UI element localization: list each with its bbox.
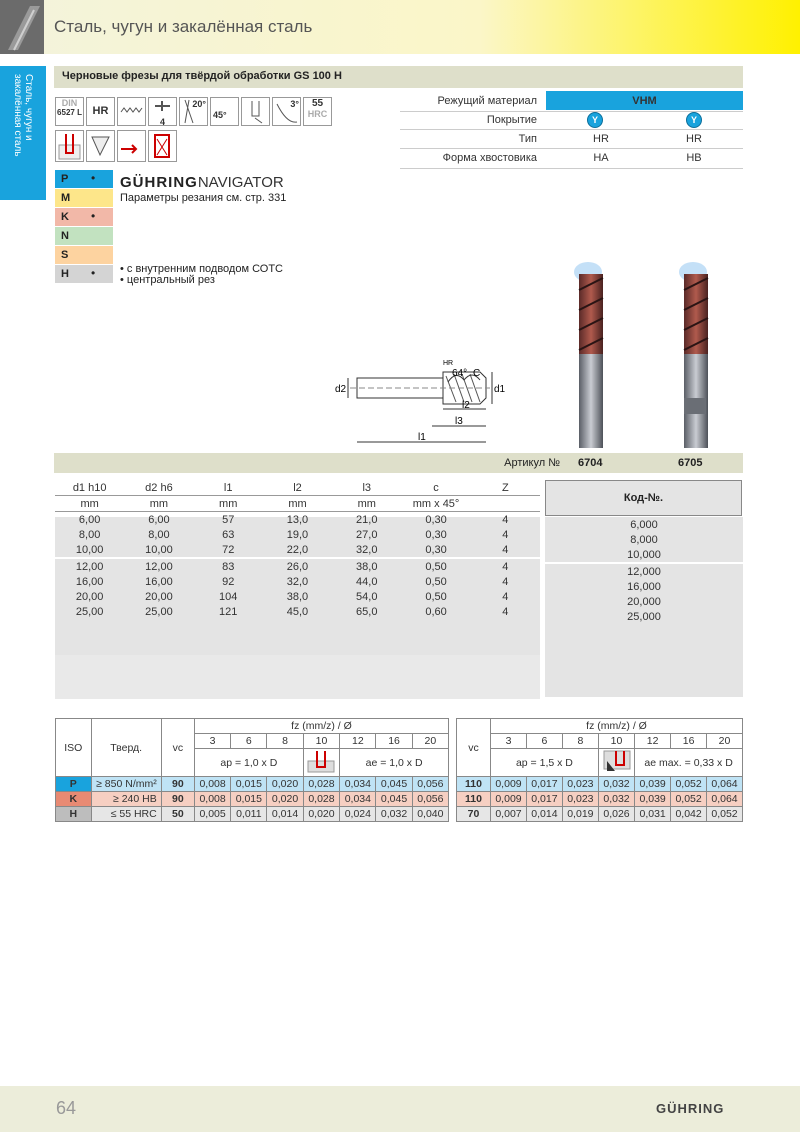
iso-group-m [55, 189, 113, 207]
cutting-row [56, 777, 449, 792]
brand-mark [0, 0, 44, 54]
hrc-value: 55 [311, 98, 324, 109]
table-cell: 4 [502, 590, 509, 603]
tool-image-6705 [665, 250, 725, 450]
table-cell: 0,50 [425, 590, 447, 603]
dimension-table [55, 480, 540, 619]
vc-cell: 70 [457, 807, 491, 822]
spec-separator [400, 148, 743, 149]
page-number: 64 [56, 1098, 77, 1118]
code-cell: 12,000 [545, 563, 743, 579]
diameter-cell: 6 [526, 734, 562, 749]
table-cell: 0,30 [425, 528, 447, 541]
fz-cell: 0,014 [526, 807, 562, 822]
table-cell: 20,00 [145, 590, 173, 603]
slot-milling-icon [55, 130, 84, 162]
spec-label-type: Тип [518, 133, 537, 145]
din-label: DIN [61, 98, 78, 108]
vc-cell: 110 [457, 777, 491, 792]
din-number: 6527 L [57, 108, 82, 117]
code-cell: 8,000 [630, 533, 658, 546]
fz-cell: 0,034 [340, 777, 376, 792]
fz-cell: 0,026 [598, 807, 634, 822]
unit-cell: mm [357, 497, 376, 510]
code-cell: 10,000 [627, 548, 661, 561]
table-cell: 4 [502, 528, 509, 541]
table-cell: 6,00 [148, 513, 170, 526]
vc-cell: 50 [161, 807, 194, 822]
plunge-icon [86, 130, 115, 162]
fz-cell: 0,052 [707, 807, 743, 822]
tool-dimension-drawing [330, 352, 510, 452]
table-cell: 25,00 [145, 605, 173, 618]
table-cell: 4 [502, 575, 509, 588]
fz-cell: 0,052 [671, 777, 707, 792]
code-row [545, 532, 743, 547]
fz-cell: 0,045 [376, 792, 412, 807]
spec-value-type-2: HR [686, 133, 702, 145]
spec-separator [400, 168, 743, 169]
feature-coolant: • с внутренним подводом СОТС [120, 263, 283, 275]
col-l1: l1 [223, 481, 233, 494]
code-row [545, 594, 743, 609]
side-milling-icon [117, 130, 146, 162]
fz-cell: 0,017 [526, 777, 562, 792]
hardness-cell: ≥ 850 N/mm² [91, 777, 161, 792]
table-row [55, 589, 540, 604]
table-cell: 92 [222, 575, 235, 588]
cutting-data-left[interactable] [55, 718, 449, 822]
col-c: c [433, 481, 439, 494]
iso-cell: P [56, 777, 92, 792]
drawing-l2-label: l2 [462, 400, 470, 411]
fz-cell: 0,020 [267, 777, 303, 792]
din-icon [55, 97, 84, 126]
diameter-cell: 12 [340, 734, 376, 749]
spec-label-material: Режущий материал [437, 95, 537, 107]
fz-cell: 0,024 [340, 807, 376, 822]
table-cell: 32,0 [356, 543, 378, 556]
table-cell: 72 [222, 543, 235, 556]
navigator-note: Параметры резания см. стр. 331 [120, 192, 287, 204]
fz-cell: 0,064 [707, 792, 743, 807]
fz-cell: 0,017 [526, 792, 562, 807]
unit-cell: mm [149, 497, 169, 510]
code-cell: 20,000 [627, 595, 661, 608]
fz-cell: 0,032 [598, 792, 634, 807]
unit-cell: mm [288, 497, 307, 510]
article-6704: 6704 [578, 457, 603, 469]
iso-dot: • [91, 209, 96, 223]
vc-header: vc [161, 719, 194, 777]
drawing-hr-label: HR [443, 360, 454, 367]
fz-cell: 0,028 [303, 792, 340, 807]
table-cell: 21,0 [356, 513, 378, 526]
iso-header: ISO [56, 719, 92, 777]
code-row [545, 547, 743, 563]
table-cell: 22,0 [286, 543, 309, 556]
diameter-cell: 10 [303, 734, 340, 749]
fz-cell: 0,008 [194, 777, 230, 792]
feature-center-cut: • центральный рез [120, 274, 215, 286]
table-cell: 4 [502, 605, 509, 618]
fz-header: fz (mm/z) / Ø [491, 719, 743, 734]
spec-value-shank-2: HB [686, 152, 702, 164]
col-d2: d2 h6 [145, 481, 173, 494]
col-d1: d1 h10 [72, 481, 107, 494]
fz-cell: 0,039 [635, 777, 671, 792]
cut-mode-icon [303, 749, 340, 777]
diameter-cell: 3 [194, 734, 230, 749]
table-cell: 8,00 [78, 528, 101, 541]
table-cell: 0,50 [401, 558, 470, 574]
ae-note: ae = 1,0 x D [340, 749, 449, 777]
diameter-cell: 6 [231, 734, 267, 749]
article-label: Артикул № [504, 457, 560, 469]
col-l2: l2 [293, 481, 302, 494]
fz-cell: 0,005 [194, 807, 230, 822]
table-cell: 57 [222, 513, 235, 526]
spec-value-shank-1: HA [593, 152, 609, 164]
drawing-d2-label: d2 [335, 384, 347, 395]
diameter-cell: 10 [598, 734, 634, 749]
table-cell: 104 [219, 590, 238, 603]
helix-angle-label: 20° [192, 99, 206, 109]
table-row [55, 527, 540, 542]
code-row [545, 579, 743, 594]
iso-cell: H [56, 807, 92, 822]
roughing-profile-icon [117, 97, 146, 126]
navigator-brand: GÜHRING [120, 174, 198, 191]
code-cell: 16,000 [627, 580, 661, 593]
table-cell: 12,00 [55, 558, 124, 574]
code-cell: 25,000 [627, 610, 661, 623]
table-cell: 16,00 [75, 575, 104, 588]
fz-cell: 0,031 [635, 807, 671, 822]
hardness-cell: ≤ 55 HRC [91, 807, 161, 822]
table-header-row [55, 480, 540, 496]
drawing-chamfer-label: C [473, 368, 481, 379]
fz-cell: 0,020 [303, 807, 340, 822]
table-cell: 6,00 [78, 513, 101, 526]
spec-separator [400, 129, 743, 130]
table-cell: 44,0 [356, 575, 378, 588]
table-cell: 4 [502, 513, 509, 526]
hrc-label: HRC [307, 109, 328, 119]
iso-cell: K [56, 792, 92, 807]
table-cell: 16,00 [145, 575, 173, 588]
coating-badge-2: Y [686, 112, 702, 128]
fz-cell: 0,015 [231, 792, 267, 807]
iso-letter: N [61, 230, 69, 242]
taper-angle-label: 3° [290, 99, 299, 109]
diameter-cell: 20 [707, 734, 743, 749]
cut-mode-icon [598, 749, 634, 777]
taper-3-icon [272, 97, 301, 126]
fz-cell: 0,009 [491, 792, 527, 807]
table-row [55, 558, 540, 574]
flute-count-icon [148, 97, 177, 126]
fz-cell: 0,045 [376, 777, 412, 792]
col-z: Z [501, 481, 509, 494]
table-cell: 45,0 [286, 605, 309, 618]
vc-header: vc [457, 719, 491, 777]
fz-cell: 0,064 [707, 777, 743, 792]
vc-cell: 110 [457, 792, 491, 807]
fz-cell: 0,009 [491, 777, 527, 792]
iso-letter: K [61, 211, 69, 223]
iso-letter: H [61, 268, 69, 280]
cutting-row [457, 807, 743, 822]
cutting-row [56, 807, 449, 822]
table-bg-bottom [55, 655, 540, 699]
iso-letter: M [61, 192, 71, 204]
table-cell: 0,30 [425, 513, 447, 526]
vc-cell: 90 [161, 777, 194, 792]
code-row [545, 517, 743, 532]
code-header: Код-№. [623, 492, 664, 504]
table-cell: 8,00 [148, 528, 170, 541]
iso-group-h [55, 265, 113, 283]
table-cell: 25,00 [75, 605, 104, 618]
diameter-cell: 8 [267, 734, 303, 749]
spec-value-material: VHM [632, 95, 657, 107]
diameter-cell: 12 [635, 734, 671, 749]
cutting-row [56, 792, 449, 807]
table-cell: 20,00 [75, 590, 104, 603]
iso-letter: S [61, 249, 69, 261]
hr-type-icon: HR [86, 97, 115, 126]
unit-cell: mm [80, 497, 99, 510]
iso-letter: P [61, 173, 69, 185]
spec-label-shank: Форма хвостовика [442, 152, 537, 164]
table-cell: 0,60 [425, 605, 447, 618]
iso-group-s [55, 246, 113, 264]
fz-cell: 0,052 [671, 792, 707, 807]
drawing-l3-label: l3 [455, 416, 463, 427]
spec-label-coating: Покрытие [486, 114, 537, 126]
fz-header: fz (mm/z) / Ø [194, 719, 448, 734]
fz-cell: 0,042 [671, 807, 707, 822]
table-cell: 27,0 [356, 528, 378, 541]
table-cell: 26,0 [263, 558, 332, 574]
vc-cell: 90 [161, 792, 194, 807]
table-cell: 83 [194, 558, 263, 574]
unit-cell: mm x 45° [412, 497, 460, 510]
article-6705: 6705 [678, 457, 703, 469]
iso-dot: • [91, 171, 96, 185]
spec-value-type-1: HR [593, 133, 609, 145]
tolerance-icon [241, 97, 270, 126]
navigator-logo [120, 174, 284, 191]
hardness-header: Тверд. [91, 719, 161, 777]
footer-logo: GÜHRING [656, 1101, 725, 1116]
col-l3: l3 [362, 481, 372, 494]
ap-note: ap = 1,5 x D [491, 749, 599, 777]
chamfer-angle-label: 45° [213, 110, 227, 120]
fz-cell: 0,032 [598, 777, 634, 792]
fz-cell: 0,020 [267, 792, 303, 807]
brand-stripe-icon [0, 0, 44, 54]
fz-cell: 0,023 [562, 792, 598, 807]
diameter-cell: 20 [412, 734, 448, 749]
table-cell: 38,0 [286, 590, 309, 603]
table-cell: 4 [502, 543, 509, 556]
table-row [55, 574, 540, 589]
navigator-product: NAVIGATOR [197, 174, 284, 191]
coating-badge-1: Y [587, 112, 603, 128]
table-row [55, 542, 540, 558]
iso-group-n [55, 227, 113, 245]
drawing-d1-label: d1 [494, 384, 506, 395]
diameter-cell: 8 [562, 734, 598, 749]
fz-cell: 0,008 [194, 792, 230, 807]
table-cell: 0,50 [425, 575, 447, 588]
table-cell: 19,0 [286, 528, 309, 541]
drawing-angle-label: 64° [452, 368, 468, 379]
section-tab-label: Сталь, чугун и закалённая сталь [12, 74, 34, 157]
unit-cell [471, 496, 540, 512]
fz-cell: 0,032 [376, 807, 412, 822]
fz-cell: 0,007 [491, 807, 527, 822]
fz-cell: 0,023 [562, 777, 598, 792]
iso-dot: • [91, 266, 96, 280]
table-cell: 32,0 [286, 575, 309, 588]
fz-cell: 0,056 [412, 792, 448, 807]
fz-cell: 0,011 [231, 807, 267, 822]
fz-cell: 0,019 [562, 807, 598, 822]
code-row [545, 609, 743, 624]
fz-cell: 0,015 [231, 777, 267, 792]
iso-group-k [55, 208, 113, 226]
table-cell: 54,0 [356, 590, 378, 603]
hrc-icon [303, 97, 332, 126]
code-table [545, 517, 743, 624]
table-units-row [55, 496, 540, 512]
table-cell: 0,30 [425, 543, 447, 556]
table-cell: 38,0 [332, 558, 401, 574]
table-cell: 4 [471, 558, 540, 574]
fz-cell: 0,014 [267, 807, 303, 822]
table-cell: 10,00 [75, 543, 104, 556]
article-bar [54, 453, 743, 473]
cutting-row [457, 777, 743, 792]
table-cell: 65,0 [356, 605, 378, 618]
table-row [55, 604, 540, 619]
helix-20-icon [179, 97, 208, 126]
iso-group-p [55, 170, 113, 188]
fz-cell: 0,034 [340, 792, 376, 807]
code-header-box [545, 480, 742, 516]
unit-cell: mm [219, 497, 238, 510]
code-cell: 6,000 [630, 518, 658, 531]
table-cell: 13,0 [286, 513, 309, 526]
ap-note: ap = 1,0 x D [194, 749, 303, 777]
flute-count: 4 [159, 117, 165, 127]
table-cell: 10,00 [145, 543, 173, 556]
cutting-row [457, 792, 743, 807]
fz-cell: 0,028 [303, 777, 340, 792]
fz-cell: 0,039 [635, 792, 671, 807]
ramping-icon [148, 130, 177, 162]
code-row [545, 563, 743, 579]
ae-note: ae max. = 0,33 x D [635, 749, 743, 777]
diameter-cell: 16 [671, 734, 707, 749]
fz-cell: 0,040 [412, 807, 448, 822]
cutting-data-right[interactable] [456, 718, 743, 822]
product-title: Черновые фрезы для твёрдой обработки GS 100 H [62, 70, 342, 82]
fz-cell: 0,056 [412, 777, 448, 792]
diameter-cell: 3 [491, 734, 527, 749]
hardness-cell: ≥ 240 HB [91, 792, 161, 807]
tool-image-6704 [560, 250, 620, 450]
table-cell: 121 [219, 605, 238, 618]
page-title: Сталь, чугун и закалённая сталь [54, 17, 313, 36]
table-cell: 63 [222, 528, 235, 541]
drawing-l1-label: l1 [418, 432, 426, 443]
table-row [55, 512, 540, 528]
diameter-cell: 16 [376, 734, 412, 749]
table-cell: 12,00 [124, 558, 193, 574]
chamfer-45-icon [210, 97, 239, 126]
